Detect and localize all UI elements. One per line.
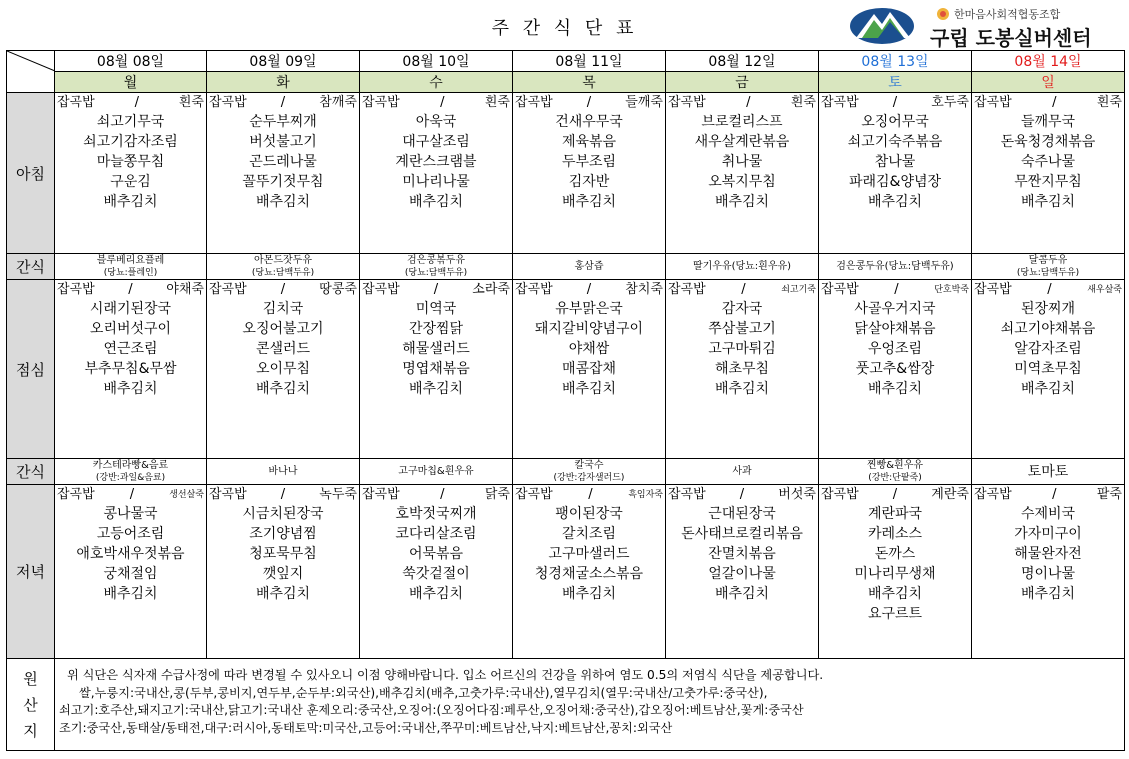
dish-item: 배추김치 — [714, 586, 770, 602]
breakfast-label: 아침 — [7, 93, 55, 254]
dish-item: 곤드레나물 — [249, 154, 317, 170]
slash-separator: / — [1052, 95, 1057, 110]
snack1-row — [7, 254, 1125, 280]
dinner-cell — [666, 485, 819, 659]
slash-separator: / — [128, 282, 133, 297]
weekday-cell: 금 — [666, 72, 819, 93]
dish-item: 배추김치 — [408, 586, 464, 602]
dish-item: 고등어조림 — [96, 526, 165, 542]
porridge-name: 흑임자죽 — [628, 490, 663, 500]
snack2-cell — [513, 459, 666, 485]
dish-item: 풋고추&쌈장 — [855, 361, 935, 377]
dish-item: 유부맑은국 — [555, 301, 623, 317]
snack-item: 찐빵&흰우유 — [866, 459, 924, 471]
snack1-cell — [513, 254, 666, 280]
lunch-cell — [207, 280, 360, 459]
dish-item: 매콤잡채 — [561, 361, 617, 377]
rice-porridge-line — [57, 281, 204, 299]
rice-name: 잡곡밥 — [974, 487, 1012, 502]
dish-item: 돈사태브로컬리볶음 — [681, 526, 803, 542]
dish-item: 쑥갓겉절이 — [402, 566, 470, 582]
dish-item: 간장찜닭 — [408, 321, 464, 337]
porridge-name: 팥죽 — [1096, 487, 1122, 502]
rice-porridge-line — [821, 486, 969, 504]
dish-item: 해물완자전 — [1014, 546, 1082, 562]
rice-name: 잡곡밥 — [515, 487, 553, 502]
snack1-cell — [360, 254, 513, 280]
date-cell: 08월 11일 — [513, 51, 666, 72]
origin-label-char: 원 — [23, 669, 38, 688]
dish-item: 깻잎지 — [262, 566, 304, 582]
snack2-cell — [819, 459, 972, 485]
breakfast-cell — [819, 93, 972, 254]
dish-item: 오징어무국 — [861, 114, 929, 130]
rice-name: 잡곡밥 — [362, 487, 400, 502]
rice-name: 잡곡밥 — [668, 487, 706, 502]
dish-item: 아욱국 — [415, 114, 457, 130]
dish-item: 들깨무국 — [1020, 114, 1076, 130]
date-cell: 08월 12일 — [666, 51, 819, 72]
porridge-name: 새우살죽 — [1087, 285, 1122, 295]
rice-porridge-line — [515, 281, 663, 299]
rice-porridge-line — [362, 281, 510, 299]
snack-note: (강반:과일&음료) — [95, 472, 166, 483]
dish-item: 배추김치 — [1020, 194, 1076, 210]
dish-item: 알감자조림 — [1014, 341, 1082, 357]
snack2-cell — [972, 459, 1125, 485]
dish-item: 사골우거지국 — [854, 301, 936, 317]
snack-item: 검은콩볶두유 — [407, 254, 465, 266]
rice-name: 잡곡밥 — [974, 282, 1012, 297]
rice-porridge-line — [668, 281, 816, 299]
dish-item: 배추김치 — [103, 586, 158, 602]
porridge-name: 땅콩죽 — [319, 282, 357, 297]
lunch-cell — [513, 280, 666, 459]
dish-item: 미역초무침 — [1014, 361, 1082, 377]
dish-item: 청포묵무침 — [249, 546, 317, 562]
corner-cell — [7, 51, 55, 93]
porridge-name: 야채죽 — [166, 282, 204, 297]
dish-item: 계란스크램블 — [395, 154, 477, 170]
rice-porridge-line — [515, 94, 663, 112]
snack2-cell — [207, 459, 360, 485]
origin-row — [7, 659, 1125, 751]
snack-item: 사과 — [732, 465, 752, 477]
snack1-cell — [666, 254, 819, 280]
porridge-name: 닭죽 — [484, 487, 510, 502]
dish-item: 쇠고기무국 — [96, 114, 165, 130]
dish-item: 파래김&양념장 — [848, 174, 942, 190]
dish-item: 돼지갈비양념구이 — [534, 321, 644, 337]
porridge-name: 생선살죽 — [169, 490, 204, 500]
rice-porridge-line — [821, 94, 969, 112]
snack-note: (당뇨:플레인) — [103, 267, 158, 278]
snack-note: (당뇨:담백두유) — [1016, 267, 1080, 278]
snack-note: (강반:감자샐러드) — [553, 472, 625, 483]
rice-porridge-line — [668, 486, 816, 504]
lunch-cell — [666, 280, 819, 459]
rice-name: 잡곡밥 — [209, 487, 247, 502]
snack1-cell — [972, 254, 1125, 280]
diagonal-line-icon — [7, 51, 55, 89]
dish-item: 무짠지무침 — [1014, 174, 1082, 190]
dish-item: 조기양념찜 — [249, 526, 317, 542]
weekday-cell: 월 — [55, 72, 207, 93]
snack-item: 블루베리요플레 — [96, 254, 165, 266]
dish-item: 순두부찌개 — [249, 114, 317, 130]
dinner-cell — [360, 485, 513, 659]
dish-item: 김자반 — [568, 174, 610, 190]
origin-label-char: 산 — [23, 695, 38, 714]
slash-separator: / — [892, 487, 898, 502]
porridge-name: 녹두죽 — [319, 487, 357, 502]
breakfast-row — [7, 93, 1125, 254]
snack-item: 홍삼즙 — [574, 260, 604, 272]
dish-item: 쇠고기숙주볶음 — [847, 134, 943, 150]
dish-item: 제육볶음 — [561, 134, 617, 150]
lunch-cell — [972, 280, 1125, 459]
dinner-cell — [513, 485, 666, 659]
snack1-label: 간식 — [7, 254, 55, 280]
dish-item: 마늘쫑무침 — [96, 154, 165, 170]
dish-item: 배추김치 — [714, 381, 770, 397]
rice-name: 잡곡밥 — [362, 95, 400, 110]
dinner-cell — [207, 485, 360, 659]
rice-name: 잡곡밥 — [515, 282, 553, 297]
slash-separator: / — [280, 95, 286, 110]
dish-item: 참나물 — [874, 154, 916, 170]
breakfast-cell — [360, 93, 513, 254]
dish-item: 배추김치 — [103, 381, 158, 397]
rice-porridge-line — [209, 486, 357, 504]
dinner-cell — [819, 485, 972, 659]
snack-item: 칼국수 — [574, 459, 604, 471]
dish-item: 닭살야채볶음 — [854, 321, 936, 337]
snack-item: 검은콩두유(당뇨:담백두유) — [836, 260, 954, 272]
rice-name: 잡곡밥 — [668, 95, 706, 110]
breakfast-cell — [666, 93, 819, 254]
weekly-menu-table — [6, 50, 1125, 751]
dish-item: 배추김치 — [1020, 586, 1076, 602]
dish-item: 가자미구이 — [1014, 526, 1082, 542]
porridge-name: 계란죽 — [931, 487, 969, 502]
dish-item: 구운김 — [110, 174, 151, 190]
dish-item: 시금치된장국 — [242, 506, 324, 522]
slash-separator: / — [280, 487, 286, 502]
rice-name: 잡곡밥 — [821, 487, 859, 502]
breakfast-cell — [207, 93, 360, 254]
rice-name: 잡곡밥 — [209, 95, 247, 110]
snack2-label: 간식 — [7, 459, 55, 485]
porridge-name: 쇠고기죽 — [781, 285, 816, 295]
rice-name: 잡곡밥 — [209, 282, 247, 297]
slash-separator: / — [892, 95, 898, 110]
dish-item: 명엽채볶음 — [402, 361, 470, 377]
dish-item: 오리버섯구이 — [89, 321, 172, 337]
weekday-cell: 일 — [972, 72, 1125, 93]
weekday-cell: 목 — [513, 72, 666, 93]
porridge-name: 들깨죽 — [625, 95, 663, 110]
rice-name: 잡곡밥 — [974, 95, 1012, 110]
slash-separator: / — [1047, 282, 1052, 297]
date-cell: 08월 13일 — [819, 51, 972, 72]
dinner-label: 저녁 — [7, 485, 55, 659]
date-cell: 08월 14일 — [972, 51, 1125, 72]
dish-item: 쇠고기야채볶음 — [1000, 321, 1096, 337]
rice-name: 잡곡밥 — [821, 282, 859, 297]
porridge-name: 흰죽 — [484, 95, 510, 110]
snack-item: 딸기우유(당뇨:흰우유) — [692, 260, 792, 272]
weekday-cell: 수 — [360, 72, 513, 93]
origin-line: 위 식단은 식자재 수급사정에 따라 변경될 수 있사오니 이점 양해바랍니다. 입소 어르신의 건강을 위하여 염도 0.5의 저염식 식단을 제공합니다. — [67, 668, 824, 682]
dish-item: 해물샐러드 — [402, 341, 470, 357]
dish-item: 얼갈이나물 — [708, 566, 776, 582]
dish-item: 야채쌈 — [568, 341, 610, 357]
snack1-cell — [207, 254, 360, 280]
dinner-cell — [972, 485, 1125, 659]
lunch-cell — [55, 280, 207, 459]
dish-item: 쭈삼불고기 — [708, 321, 776, 337]
dish-item: 김치국 — [262, 301, 304, 317]
slash-separator: / — [129, 487, 135, 502]
breakfast-cell — [972, 93, 1125, 254]
slash-separator: / — [134, 95, 139, 110]
rice-name: 잡곡밥 — [515, 95, 553, 110]
dish-item: 배추김치 — [408, 381, 464, 397]
dish-item: 콩나물국 — [103, 506, 158, 522]
breakfast-cell — [513, 93, 666, 254]
rice-porridge-line — [668, 94, 816, 112]
slash-separator: / — [586, 95, 592, 110]
dish-item: 호박젓국찌개 — [395, 506, 477, 522]
dish-item: 배추김치 — [867, 586, 923, 602]
porridge-name: 흰죽 — [1096, 95, 1122, 110]
dish-item: 배추김치 — [255, 586, 311, 602]
weekday-row — [7, 72, 1125, 93]
weekday-cell: 화 — [207, 72, 360, 93]
dish-item: 건새우무국 — [555, 114, 623, 130]
rice-name: 잡곡밥 — [821, 95, 859, 110]
origin-line: 쌀,누룽지:국내산,콩(두부,콩비지,연두부,순두부:외국산),배추김치(배추,고춧가루:국내산),열무김치(열무:국내산/고춧가루:중국산), — [79, 685, 768, 700]
rice-porridge-line — [362, 94, 510, 112]
date-cell: 08월 09일 — [207, 51, 360, 72]
porridge-name: 참치죽 — [625, 282, 663, 297]
rice-porridge-line — [57, 94, 204, 112]
rice-name: 잡곡밥 — [57, 282, 95, 297]
dish-item: 시래기된장국 — [89, 301, 172, 317]
dish-item: 오이무침 — [255, 361, 311, 377]
dish-item: 미역국 — [415, 301, 457, 317]
dish-item: 감자국 — [721, 301, 763, 317]
rice-porridge-line — [974, 94, 1122, 112]
snack2-cell — [55, 459, 207, 485]
porridge-name: 흰죽 — [178, 95, 204, 110]
dish-item: 돈까스 — [874, 546, 916, 562]
dish-item: 대구살조림 — [402, 134, 470, 150]
lunch-label: 점심 — [7, 280, 55, 459]
rice-porridge-line — [209, 281, 357, 299]
dish-item: 카레소스 — [867, 526, 923, 542]
rice-porridge-line — [821, 281, 969, 299]
lunch-cell — [819, 280, 972, 459]
breakfast-cell — [55, 93, 207, 254]
snack-note: (강반:단팥죽) — [868, 472, 922, 483]
dish-item: 브로컬리스프 — [701, 114, 783, 130]
dish-item: 애호박새우젓볶음 — [76, 546, 185, 562]
dish-item: 근대된장국 — [708, 506, 776, 522]
dish-item: 배추김치 — [1020, 381, 1076, 397]
rice-porridge-line — [974, 281, 1122, 299]
snack2-cell — [666, 459, 819, 485]
logo — [848, 2, 1118, 48]
slash-separator: / — [739, 487, 745, 502]
rice-porridge-line — [974, 486, 1122, 504]
dish-item: 계란파국 — [867, 506, 923, 522]
lunch-cell — [360, 280, 513, 459]
date-cell: 08월 10일 — [360, 51, 513, 72]
dish-item: 연근조림 — [103, 341, 158, 357]
slash-separator: / — [440, 95, 445, 110]
rice-porridge-line — [209, 94, 357, 112]
dish-item: 된장찌개 — [1020, 301, 1076, 317]
dish-item: 배추김치 — [561, 194, 617, 210]
snack-item: 고구마칩&흰우유 — [398, 465, 474, 477]
dish-item: 취나물 — [721, 154, 763, 170]
rice-porridge-line — [57, 486, 204, 504]
origin-label-char: 지 — [23, 721, 38, 740]
dish-item: 두부조림 — [561, 154, 617, 170]
dinner-cell — [55, 485, 207, 659]
dish-item: 갈치조림 — [561, 526, 617, 542]
snack-note: (당뇨:담백두유) — [251, 267, 315, 278]
lunch-row — [7, 280, 1125, 459]
slash-separator: / — [433, 282, 439, 297]
org-name: 한마음사회적협동조합 — [954, 8, 1061, 21]
center-name: 구립 도봉실버센터 — [930, 26, 1092, 50]
date-cell: 08월 08일 — [55, 51, 207, 72]
dish-item: 배추김치 — [561, 381, 617, 397]
dish-item: 궁채절임 — [103, 566, 158, 582]
dish-item: 미나리나물 — [402, 174, 470, 190]
weekday-cell: 토 — [819, 72, 972, 93]
dish-item: 고구마샐러드 — [548, 546, 630, 562]
dish-item: 팽이된장국 — [555, 506, 623, 522]
dish-item: 오복지무침 — [708, 174, 776, 190]
dish-item: 쇠고기감자조림 — [83, 134, 178, 150]
porridge-name: 단호박죽 — [934, 285, 969, 295]
snack-item: 카스테라빵&음료 — [92, 459, 169, 471]
snack-note: (당뇨:담백두유) — [404, 267, 468, 278]
dish-item: 배추김치 — [714, 194, 770, 210]
rice-porridge-line — [362, 486, 510, 504]
dish-item: 돈육청경채볶음 — [1000, 134, 1096, 150]
org-badge-icon — [936, 6, 950, 20]
dish-item: 고구마튀김 — [708, 341, 776, 357]
dish-item: 잔멸치볶음 — [708, 546, 776, 562]
dish-item: 코다리살조림 — [395, 526, 477, 542]
slash-separator: / — [1052, 487, 1057, 502]
dish-item: 숙주나물 — [1020, 154, 1076, 170]
dish-item: 청경채굴소스볶음 — [534, 566, 644, 582]
origin-label — [7, 659, 55, 751]
porridge-name: 호두죽 — [931, 95, 969, 110]
dish-item: 배추김치 — [408, 194, 464, 210]
dish-item: 콘샐러드 — [255, 341, 311, 357]
snack1-cell — [819, 254, 972, 280]
dish-item: 배추김치 — [867, 381, 923, 397]
dish-item: 오징어불고기 — [242, 321, 324, 337]
page-title: 주 간 식 단 표 — [491, 18, 638, 39]
porridge-name: 흰죽 — [790, 95, 816, 110]
dish-item: 미나리무생채 — [854, 566, 936, 582]
snack1-cell — [55, 254, 207, 280]
dish-item: 새우살계란볶음 — [694, 134, 790, 150]
dish-item: 부추무침&무쌈 — [84, 361, 177, 377]
origin-line: 조기:중국산,동태살/동태전,대구:러시아,동태토막:미국산,고등어:국내산,쭈꾸미:베트남산,낙지:베트남산,꽁치:외국산 — [59, 720, 673, 735]
snack2-cell — [360, 459, 513, 485]
dish-item: 배추김치 — [867, 194, 923, 210]
dish-item: 배추김치 — [103, 194, 158, 210]
slash-separator: / — [746, 95, 751, 110]
snack-item: 바나나 — [268, 465, 298, 477]
dish-item: 배추김치 — [255, 381, 311, 397]
dish-item: 우엉조림 — [867, 341, 923, 357]
dish-item: 요구르트 — [867, 606, 923, 622]
porridge-name: 버섯죽 — [778, 487, 816, 502]
dish-item: 어묵볶음 — [408, 546, 464, 562]
dish-item: 버섯불고기 — [249, 134, 317, 150]
dish-item: 명이나물 — [1020, 566, 1076, 582]
rice-name: 잡곡밥 — [362, 282, 400, 297]
snack-item: 달콤두유 — [1028, 254, 1068, 266]
slash-separator: / — [588, 487, 593, 502]
rice-porridge-line — [515, 486, 663, 504]
dish-item: 해초무침 — [714, 361, 770, 377]
mountain-logo-icon — [848, 4, 918, 46]
rice-name: 잡곡밥 — [668, 282, 706, 297]
porridge-name: 참깨죽 — [319, 95, 357, 110]
slash-separator: / — [894, 282, 899, 297]
slash-separator: / — [440, 487, 445, 502]
snack2-row — [7, 459, 1125, 485]
porridge-name: 소라죽 — [472, 282, 510, 297]
slash-separator: / — [280, 282, 286, 297]
dish-item: 수제비국 — [1020, 506, 1076, 522]
rice-name: 잡곡밥 — [57, 95, 95, 110]
dish-item: 배추김치 — [561, 586, 617, 602]
dish-item: 꼴뚜기젓무침 — [242, 174, 324, 190]
dish-item: 배추김치 — [255, 194, 311, 210]
snack-item: 아몬드잣두유 — [254, 254, 312, 266]
dinner-row — [7, 485, 1125, 659]
rice-name: 잡곡밥 — [57, 487, 95, 502]
slash-separator: / — [586, 282, 592, 297]
snack-item: 토마토 — [1027, 463, 1069, 480]
date-row — [7, 51, 1125, 72]
origin-line: 쇠고기:호주산,돼지고기:국내산,닭고기:국내산 훈제오리:중국산,오징어:(오징어다짐:페루산,오징어채:중국산),갑오징어:베트남산,꽃게:중국산 — [59, 703, 804, 717]
origin-text — [55, 659, 1125, 751]
slash-separator: / — [741, 282, 746, 297]
